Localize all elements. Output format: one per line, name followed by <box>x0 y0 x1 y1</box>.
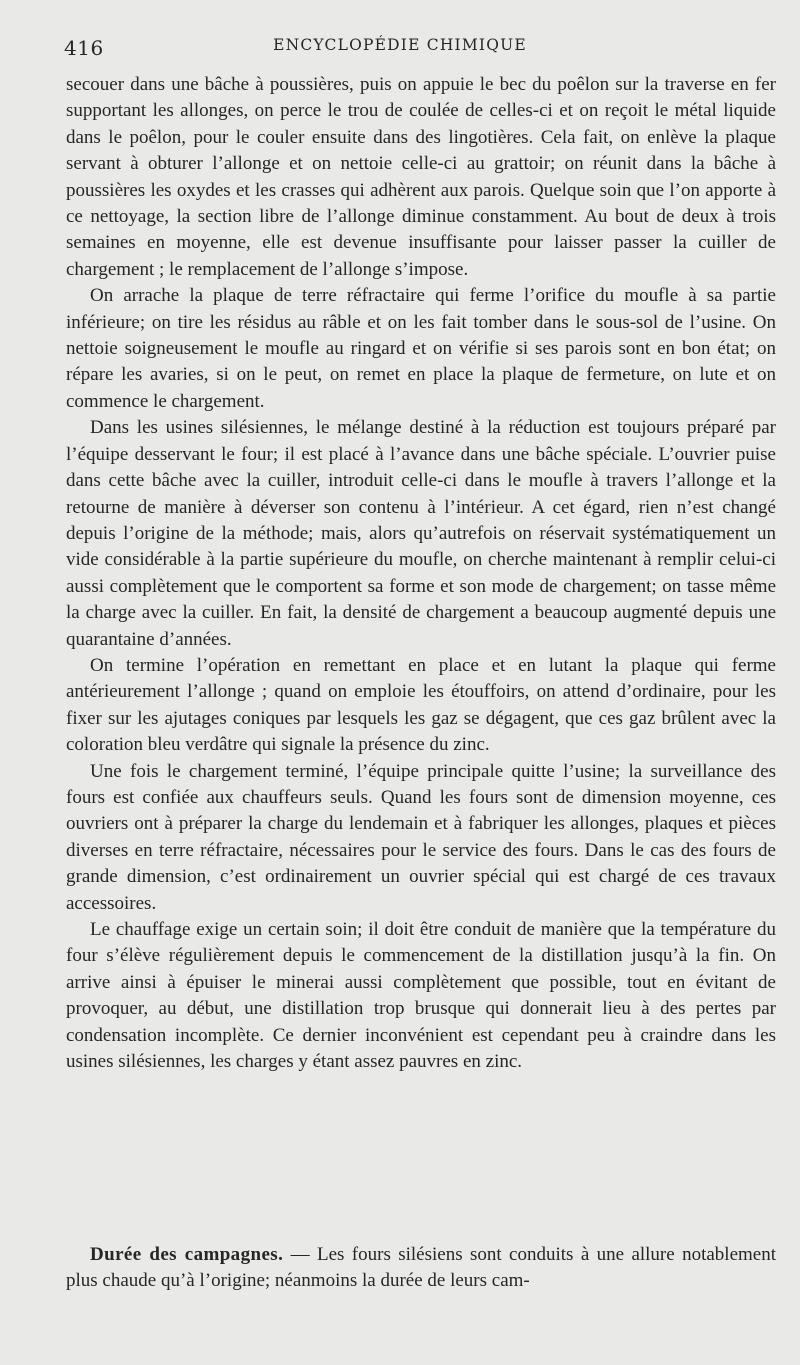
section-paragraph <box>66 1242 776 1295</box>
section-text: — Les fours silésiens sont conduits à une allure notablement plus chaude qu’à l’origine; néanmoins la durée de leurs cam- <box>66 1244 776 1292</box>
paragraph-furnace-supervision: Une fois le chargement terminé, l’équipe principale quitte l’usine; la surveillance des fours est confiée aux chauffeurs seuls. Quand les fours sont de dimension moyenne, ces ouvriers ont à préparer la charge du lendemain et à fabriquer les allonges, plaques et pièces diverses en terre réfractaire, nécessaires pour le service des fours. Dans le cas des fours de grande dimension, c’est ordinairement un ouvrier spécial qui est chargé de ces travaux accessoires. <box>66 760 776 914</box>
paragraph-heating: Le chauffage exige un certain soin; il doit être conduit de manière que la température du four s’élève régulièrement depuis le commencement de la distillation jusqu’à la fin. On arrive ainsi à épuiser le minerai aussi complètement que possible, tout en évitant de provoquer, au début, une distillation trop brusque qui donnerait lieu à des pertes par condensation incomplète. Ce dernier inconvénient est cependant peu à craindre dans les usines silésiennes, les charges y étant assez pauvres en zinc. <box>66 919 776 1073</box>
body-text <box>66 72 776 1075</box>
paragraph-allonge-replacement: On arrache la plaque de terre réfractaire qui ferme l’orifice du moufle à sa partie inférieure; on tire les résidus au râble et on les fait tomber dans le sous-sol de l’usine. On nettoie soigneusement le moufle au ringard et on vérifie si ses parois sont en bon état; on répare les avaries, si on le peut, on remet en place la plaque de fermeture, on lute et on commence le chargement. <box>66 285 776 412</box>
page-number: 416 <box>64 36 104 60</box>
section-heading: Durée des campagnes. <box>90 1244 284 1265</box>
running-head: ENCYCLOPÉDIE CHIMIQUE <box>273 36 527 54</box>
paragraph-silesian-charging: Dans les usines silésiennes, le mélange destiné à la réduction est toujours préparé par l’équipe desservant le four; il est placé à l’avance dans une bâche spéciale. L’ouvrier puise dans cette bâche avec la cuiller, introduit celle-ci dans le moufle à travers l’allonge et la retourne de manière à déverser son contenu à l’intérieur. A cet égard, rien n’est changé depuis l’origine de la méthode; mais, alors qu’autrefois on réservait systématiquement un vide considérable à la partie supérieure du moufle, on cherche maintenant à remplir celui-ci aussi complètement que le comportent sa forme et son mode de chargement; on tasse même la charge avec la cuiller. En fait, la densité de chargement a beaucoup augmenté depuis une quarantaine d’années. <box>66 417 776 650</box>
paragraph-closing-operation: On termine l’opération en remettant en place et en lutant la plaque qui ferme antérieurement l’allonge ; quand on emploie les étouffoirs, on attend d’ordinaire, pour les fixer sur les ajutages coniques par lesquels les gaz se dégagent, que ces gaz brûlent avec la coloration bleu verdâtre qui signale la présence du zinc. <box>66 654 776 756</box>
paragraph-continued: secouer dans une bâche à poussières, puis on appuie le bec du poêlon sur la traverse en fer supportant les allonges, on perce le trou de coulée de celles-ci et on reçoit le métal liquide dans le poêlon, pour le couler ensuite dans des lingotières. Cela fait, on enlève la plaque servant à obturer l’allonge et on nettoie celle-ci au grattoir; on réunit dans la bâche à poussières les oxydes et les crasses qui adhèrent aux parois. Quelque soin que l’on apporte à ce nettoyage, la section libre de l’allonge diminue constamment. Au bout de deux à trois semaines en moyenne, elle est devenue insuffisante pour laisser passer la cuiller de chargement ; le remplacement de l’allonge s’impose. <box>66 74 776 280</box>
